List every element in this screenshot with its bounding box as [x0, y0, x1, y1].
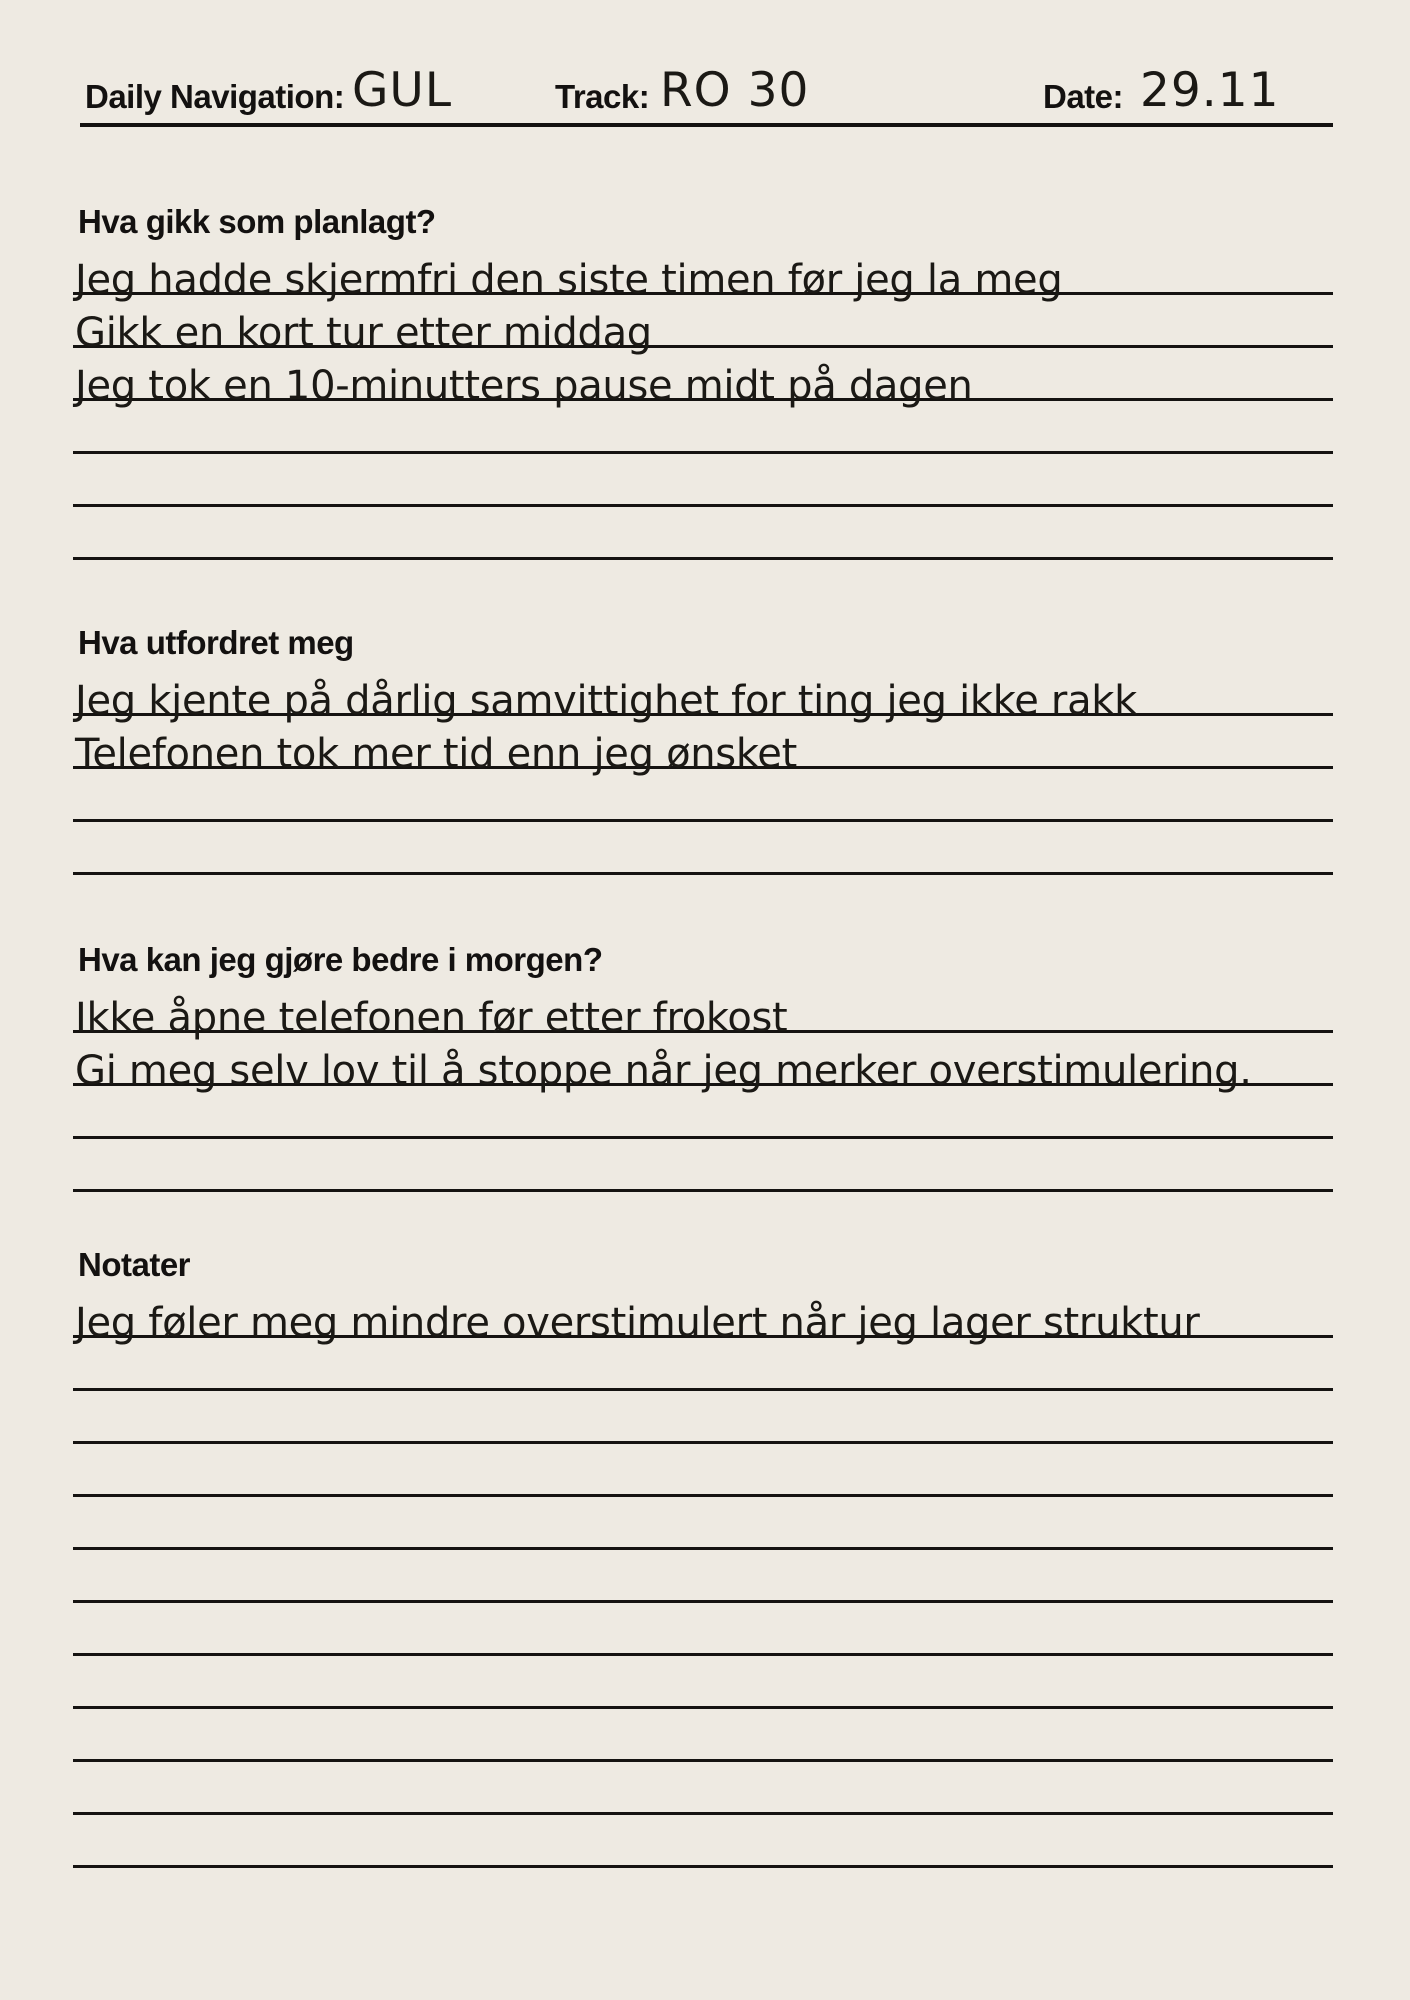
page-header — [80, 0, 1333, 127]
handwritten-text: Telefonen tok mer tid enn jeg ønsket — [75, 731, 797, 777]
section-title: Hva gikk som planlagt? — [78, 203, 436, 240]
handwritten-text: Gi meg selv lov til å stoppe når jeg merker overstimulering. — [75, 1048, 1252, 1094]
answer-line — [73, 1033, 1333, 1094]
empty-line — [73, 1550, 1333, 1603]
date-value: 29.11 — [1140, 63, 1280, 118]
empty-line — [73, 507, 1333, 560]
answer-line — [73, 242, 1333, 303]
handwritten-text: Jeg kjente på dårlig samvittighet for ting jeg ikke rakk — [75, 678, 1138, 724]
empty-line — [73, 1497, 1333, 1550]
empty-line — [73, 1139, 1333, 1192]
daily-navigation-label: Daily Navigation: — [85, 78, 345, 115]
empty-line — [73, 1391, 1333, 1444]
empty-line — [73, 1656, 1333, 1709]
answer-line — [73, 980, 1333, 1041]
section-hva-gikk-som-planlagt — [73, 201, 1333, 560]
empty-line — [73, 1603, 1333, 1656]
section-notater — [73, 1244, 1333, 1868]
track-value: RO 30 — [660, 63, 810, 118]
answer-line — [73, 716, 1333, 777]
handwritten-text: Gikk en kort tur etter middag — [75, 310, 652, 356]
empty-line — [73, 1709, 1333, 1762]
section-title: Hva utfordret meg — [78, 624, 354, 661]
form-body — [73, 201, 1333, 1868]
section-hva-utfordret-meg — [73, 622, 1333, 875]
track-label: Track: — [555, 78, 650, 115]
date-label: Date: — [1043, 78, 1124, 115]
daily-navigation-value: GUL — [352, 63, 453, 118]
answer-line — [73, 1285, 1333, 1346]
section-title: Notater — [78, 1246, 191, 1283]
handwritten-text: Jeg føler meg mindre overstimulert når jeg lager struktur — [75, 1300, 1200, 1346]
empty-line — [73, 1338, 1333, 1391]
empty-line — [73, 1762, 1333, 1815]
section-hva-kan-jeg-gjore-bedre — [73, 939, 1333, 1192]
empty-line — [73, 1444, 1333, 1497]
handwritten-text: Jeg tok en 10-minutters pause midt på dagen — [75, 363, 973, 409]
answer-line — [73, 663, 1333, 724]
empty-line — [73, 1815, 1333, 1868]
handwritten-text: Jeg hadde skjermfri den siste timen før jeg la meg — [75, 257, 1063, 303]
empty-line — [73, 401, 1333, 454]
answer-line — [73, 348, 1333, 409]
handwritten-text: Ikke åpne telefonen før etter frokost — [75, 995, 788, 1041]
section-title: Hva kan jeg gjøre bedre i morgen? — [78, 941, 603, 978]
answer-line — [73, 295, 1333, 356]
empty-line — [73, 454, 1333, 507]
empty-line — [73, 822, 1333, 875]
empty-line — [73, 769, 1333, 822]
empty-line — [73, 1086, 1333, 1139]
